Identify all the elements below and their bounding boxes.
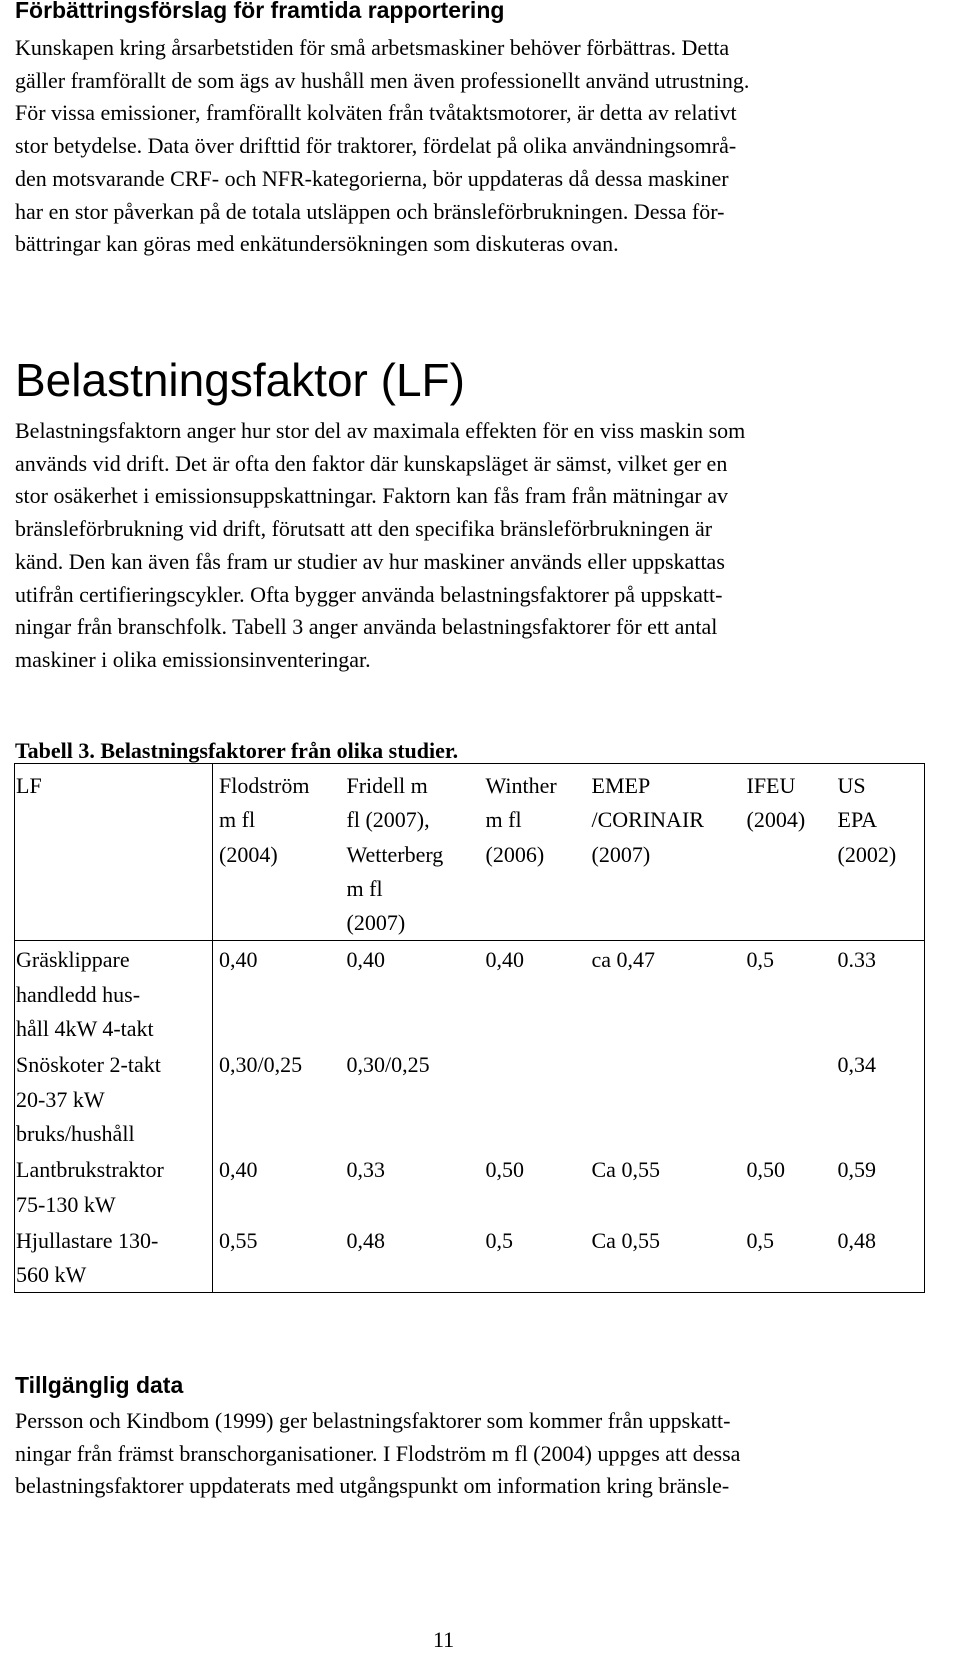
header-text: LF — [16, 773, 42, 798]
paragraph-line: gäller framförallt de som ägs av hushåll men även professionellt använd utrustning. — [15, 67, 750, 93]
table-header-row — [15, 764, 925, 941]
header-text: m fl — [219, 807, 256, 833]
table-cell: 0,50 — [746, 1157, 785, 1183]
section-paragraph-load-factor — [15, 415, 745, 677]
row-label-text: Snöskoter 2-takt — [16, 1052, 161, 1078]
paragraph-line: har en stor påverkan på de totala utsläppen och bränsleförbrukningen. Dessa för- — [15, 198, 725, 224]
table-cell — [586, 1046, 741, 1151]
paragraph-line: Belastningsfaktorn anger hur stor del av maximala effekten för en viss maskin som — [15, 418, 746, 443]
table-cell: Ca 0,55 — [591, 1157, 660, 1183]
paragraph-line: stor betydelse. Data över drifttid för traktorer, fördelat på olika användningsområ- — [15, 133, 737, 159]
table-row — [15, 1222, 925, 1293]
header-text: (2007) — [346, 910, 406, 936]
row-label-cell — [15, 1046, 213, 1151]
table-cell: 0,5 — [480, 1222, 586, 1293]
table-cell: 0,48 — [832, 1222, 925, 1293]
table-cell: 0,5 — [741, 1222, 832, 1293]
header-text: /CORINAIR — [591, 807, 704, 833]
paragraph-line: bränsleförbrukning vid drift, förutsatt att den specifika bränsleförbrukningen är — [15, 516, 713, 542]
header-text: Flodström — [219, 773, 310, 798]
paragraph-line: maskiner i olika emissionsinventeringar. — [15, 646, 371, 672]
paragraph-line: stor osäkerhet i emissionsuppskattningar. Faktorn kan fås fram från mätningar av — [15, 483, 728, 509]
table-cell: 0,33 — [346, 1157, 385, 1183]
header-text: m fl — [346, 875, 383, 901]
table-header-cell — [341, 764, 480, 941]
table-cell — [480, 1046, 586, 1151]
row-label-text: 75-130 kW — [16, 1191, 116, 1217]
header-text: IFEU — [746, 773, 796, 798]
section-paragraph-improvements — [15, 32, 749, 261]
section-heading-load-factor: Belastningsfaktor (LF) — [15, 354, 465, 406]
section-heading-available-data: Tillgänglig data — [15, 1372, 184, 1398]
table-cell: Ca 0,55 — [586, 1222, 741, 1293]
row-label-text: Hjullastare 130- — [16, 1227, 159, 1253]
header-text: Fridell m — [346, 773, 428, 798]
table-cell: 0,48 — [341, 1222, 480, 1293]
header-text: (2004) — [219, 841, 278, 867]
header-text: fl (2007), — [346, 807, 430, 833]
table-cell: 0,40 — [485, 947, 524, 973]
table-cell: 0,59 — [832, 1151, 925, 1222]
table-cell: 0,5 — [746, 947, 774, 973]
paragraph-line: För vissa emissioner, framförallt kolväten från tvåtaktsmotorer, är detta av relativt — [15, 100, 737, 126]
header-text: (2006) — [485, 841, 545, 867]
paragraph-line: används vid drift. Det är ofta den faktor där kunskapsläget är sämst, vilket ger en — [15, 450, 728, 476]
row-label-text: 560 kW — [16, 1262, 87, 1288]
table-header-cell — [213, 764, 341, 941]
header-text: Winther — [485, 773, 557, 798]
table-cell: 0,30/0,25 — [219, 1052, 303, 1078]
paragraph-line: utifrån certifieringscykler. Ofta bygger använda belastningsfaktorer på uppskatt- — [15, 581, 723, 607]
table-row — [15, 1046, 925, 1151]
paragraph-line: Persson och Kindbom (1999) ger belastningsfaktorer som kommer från uppskatt- — [15, 1408, 731, 1433]
row-label-text: håll 4kW 4-takt — [16, 1016, 154, 1042]
paragraph-line: bättringar kan göras med enkätundersökningen som diskuteras ovan. — [15, 231, 619, 257]
paragraph-line: den motsvarande CRF- och NFR-kategorierna, bör uppdateras då dessa maskiner — [15, 165, 729, 191]
table-header-cell — [480, 764, 586, 941]
table-cell: 0,40 — [219, 947, 258, 973]
section-paragraph-available-data — [15, 1405, 740, 1503]
load-factor-table — [14, 763, 925, 1293]
row-label-cell — [15, 1222, 213, 1293]
table-header-cell — [15, 764, 213, 941]
table-caption: Tabell 3. Belastningsfaktorer från olika studier. — [15, 738, 459, 763]
table-cell: 0,40 — [219, 1157, 258, 1183]
paragraph-line: känd. Den kan även fås fram ur studier av hur maskiner används eller uppskattas — [15, 548, 725, 574]
row-label-text: bruks/hushåll — [16, 1120, 135, 1146]
paragraph-line: Kunskapen kring årsarbetstiden för små arbetsmaskiner behöver förbättras. Detta — [15, 35, 730, 60]
header-text: (2002) — [837, 841, 897, 867]
section-heading-improvements: Förbättringsförslag för framtida rapportering — [15, 0, 505, 23]
header-text: m fl — [485, 807, 522, 833]
page-number: 11 — [433, 1627, 455, 1652]
table-cell: 0,30/0,25 — [346, 1052, 430, 1078]
header-text: EMEP — [591, 773, 651, 798]
paragraph-line: ningar från främst branschorganisationer. I Flodström m fl (2004) uppges att dessa — [15, 1440, 741, 1466]
paragraph-line: ningar från branschfolk. Tabell 3 anger använda belastningsfaktorer för ett antal — [15, 614, 718, 640]
row-label-cell — [15, 1151, 213, 1222]
header-text: US — [837, 773, 866, 798]
row-label-text: Gräsklippare — [16, 947, 130, 973]
row-label-text: 20-37 kW — [16, 1086, 105, 1112]
table-cell — [741, 1046, 832, 1151]
table-cell: 0,55 — [213, 1222, 341, 1293]
header-text: EPA — [837, 807, 878, 833]
table-cell: 0.33 — [832, 941, 925, 1046]
table-cell: ca 0,47 — [591, 947, 656, 973]
table-header-cell — [832, 764, 925, 941]
table-header-cell — [741, 764, 832, 941]
table-row — [15, 941, 925, 1046]
header-text: (2004) — [746, 807, 806, 833]
paragraph-line: belastningsfaktorer uppdaterats med utgångspunkt om information kring bränsle- — [15, 1473, 730, 1499]
table-cell: 0,34 — [832, 1046, 925, 1151]
header-text: (2007) — [591, 841, 651, 867]
table-header-cell — [586, 764, 741, 941]
table-cell: 0,40 — [346, 947, 385, 973]
row-label-text: handledd hus- — [16, 981, 141, 1007]
table-cell: 0,50 — [485, 1157, 524, 1183]
table-row — [15, 1151, 925, 1222]
row-label-cell — [15, 941, 213, 1046]
row-label-text: Lantbrukstraktor — [16, 1157, 164, 1183]
header-text: Wetterberg — [346, 841, 444, 867]
